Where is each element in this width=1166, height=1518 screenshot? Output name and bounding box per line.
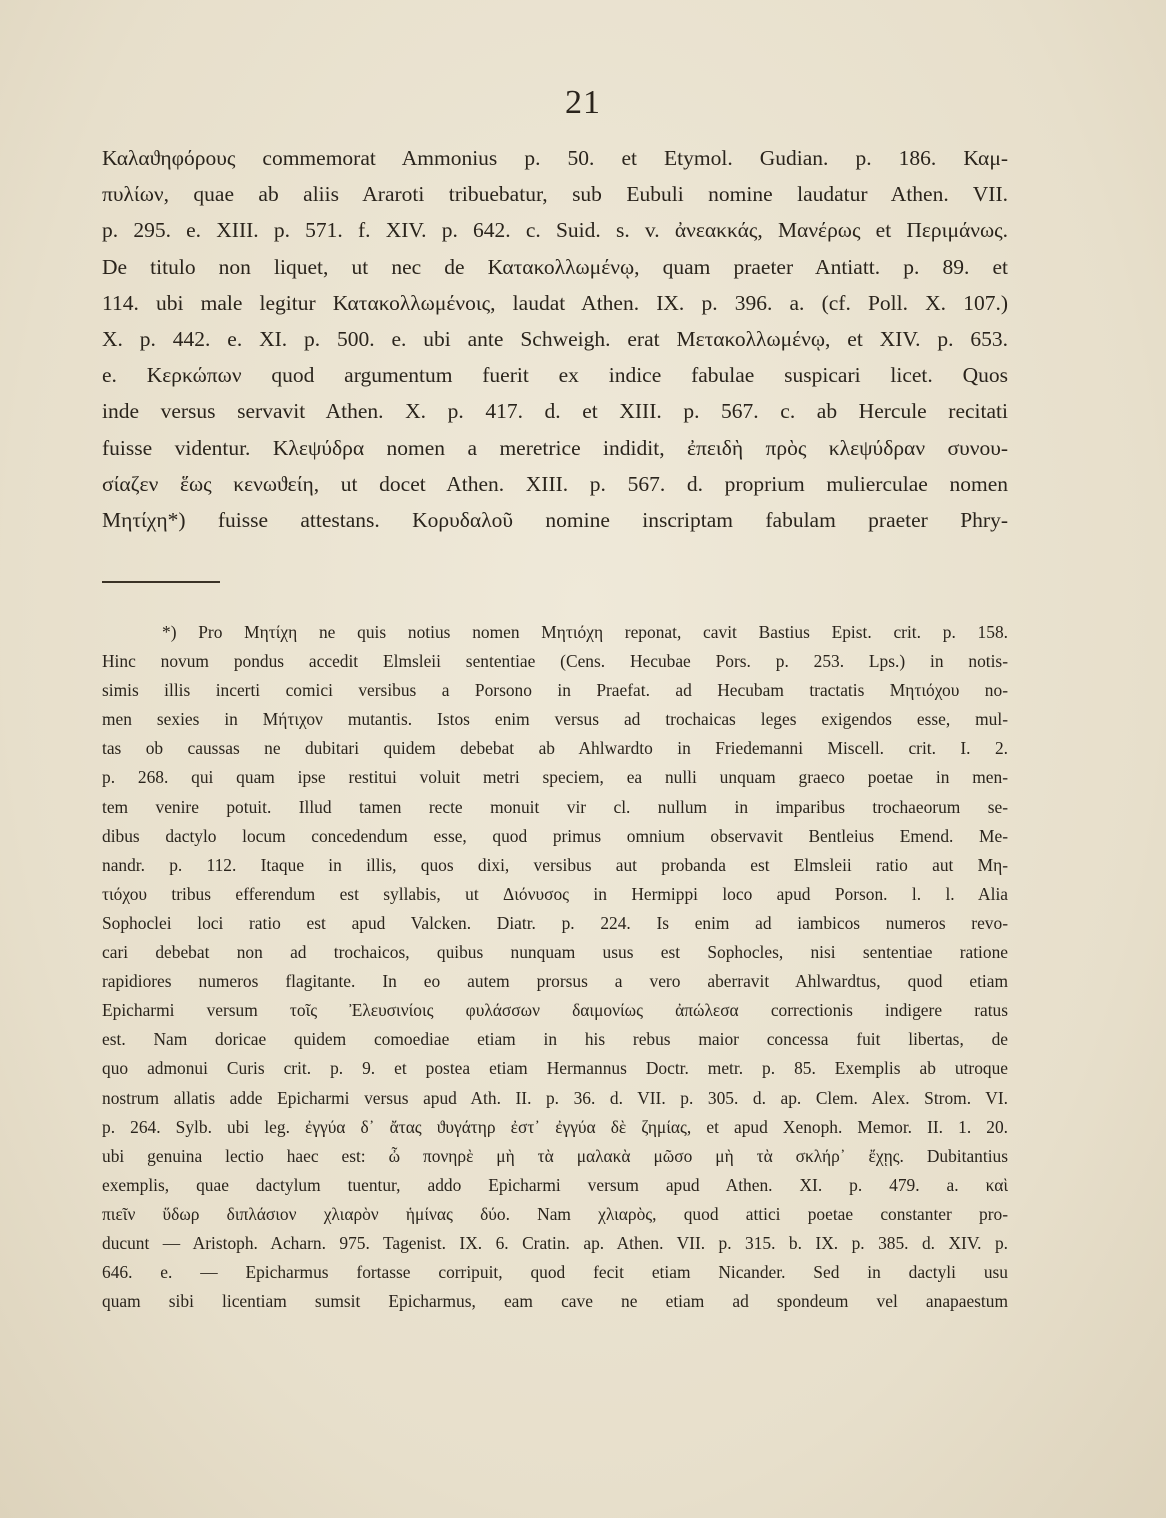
text-line: πυλίων, quae ab aliis Araroti tribuebatur, sub Eubuli nomine laudatur Athen. VII.	[102, 182, 1008, 207]
text-line: inde versus servavit Athen. X. p. 417. d. et XIII. p. 567. c. ab Hercule recitati	[102, 399, 1008, 424]
text-line: Καλαϑηφόρους commemorat Ammonius p. 50. et Etymol. Gudian. p. 186. Καμ-	[102, 146, 1008, 170]
footnote-line: simis illis incerti comici versibus a Porsono in Praefat. ad Hecubam tractatis Μητιόχου no-	[102, 680, 1008, 701]
text-line: fuisse videntur. Κλεψύδρα nomen a meretrice indidit, ἐπειδὴ πρὸς κλεψύδραν συνου-	[102, 435, 1008, 460]
text-line: e. Κερκώπων quod argumentum fuerit ex indice fabulae suspicari licet. Quos	[102, 363, 1008, 388]
text-line: De titulo non liquet, ut nec de Κατακολλωμένῳ, quam praeter Antiatt. p. 89. et	[102, 254, 1008, 279]
footnote-line: Epicharmi versum τοῖς Ἐλευσινίοις φυλάσσων δαιμονίως ἀπώλεσα correctionis indigere ratus	[102, 1000, 1008, 1021]
footnote-line: tas ob caussas ne dubitari quidem debebat ab Ahlwardto in Friedemanni Miscell. crit. I. 2.	[102, 738, 1008, 759]
footnote-line: men sexies in Μήτιχον mutantis. Istos enim versus ad trochaicas leges exigendos esse, mul-	[102, 709, 1008, 730]
footnote-line: p. 264. Sylb. ubi leg. ἐγγύα δ᾽ ἄτας ϑυγάτηρ ἐστ᾽ ἐγγύα δὲ ζημίας, et apud Xenoph. Memor. II. 1. 20.	[102, 1116, 1008, 1137]
footnote-line: Sophoclei loci ratio est apud Valcken. Diatr. p. 224. Is enim ad iambicos numeros revo-	[102, 912, 1008, 933]
footnote-line: πιεῖν ὕδωρ διπλάσιον χλιαρὸν ἡμίνας δύο. Nam χλιαρὸς, quod attici poetae constanter pro-	[102, 1203, 1008, 1224]
footnote-line: exemplis, quae dactylum tuentur, addo Epicharmi versum apud Athen. XI. p. 479. a. καὶ	[102, 1174, 1008, 1195]
footnote	[102, 618, 1008, 1316]
footnote-line: Hinc novum pondus accedit Elmsleii sententiae (Cens. Hecubae Pors. p. 253. Lps.) in notis-	[102, 651, 1008, 672]
main-text	[102, 140, 1008, 538]
footnote-line: ducunt — Aristoph. Acharn. 975. Tagenist. IX. 6. Cratin. ap. Athen. VII. p. 315. b. IX. p. 385. d. XIV. p.	[102, 1232, 1008, 1253]
footnote-line: dibus dactylo locum concedendum esse, quod primus omnium observavit Bentleius Emend. Me-	[102, 825, 1008, 846]
footnote-line: ubi genuina lectio haec est: ὦ πονηρὲ μὴ τὰ μαλακὰ μῶσο μὴ τὰ σκλήρ᾽ ἔχῃς. Dubitantius	[102, 1145, 1008, 1166]
page-number: 21	[565, 84, 601, 121]
footnote-line: rapidiores numeros flagitante. In eo autem prorsus a vero aberravit Ahlwardtus, quod etiam	[102, 971, 1008, 992]
footnote-line: quo admonui Curis crit. p. 9. et postea etiam Hermannus Doctr. metr. p. 85. Exemplis ab utroque	[102, 1058, 1008, 1079]
footnote-line: 646. e. — Epicharmus fortasse corripuit, quod fecit etiam Nicander. Sed in dactyli usu	[102, 1262, 1008, 1283]
footnote-line: est. Nam doricae quidem comoediae etiam in his rebus maior concessa fuit libertas, de	[102, 1029, 1008, 1050]
text-line: p. 295. e. XIII. p. 571. f. XIV. p. 642. c. Suid. s. v. ἀνεακκάς, Μανέρως et Περιμάνως.	[102, 218, 1008, 243]
text-line: Μητίχη*) fuisse attestans. Κορυδαλοῦ nomine inscriptam fabulam praeter Phry-	[102, 508, 1008, 533]
footnote-line: p. 268. qui quam ipse restitui voluit metri speciem, ea nulli unquam graeco poetae in men-	[102, 767, 1008, 788]
footnote-line: tem venire potuit. Illud tamen recte monuit vir cl. nullum in imparibus trochaeorum se-	[102, 796, 1008, 817]
text-line: X. p. 442. e. XI. p. 500. e. ubi ante Schweigh. erat Μετακολλωμένῳ, et XIV. p. 653.	[102, 327, 1008, 352]
footnote-line: nandr. p. 112. Itaque in illis, quos dixi, versibus aut probanda est Elmsleii ratio aut Μη-	[102, 854, 1008, 875]
footnote-line: quam sibi licentiam sumsit Epicharmus, eam cave ne etiam ad spondeum vel anapaestum	[102, 1291, 1008, 1312]
footnote-line: τιόχου tribus efferendum est syllabis, ut Διόνυσος in Hermippi loco apud Porson. l. l. Alia	[102, 883, 1008, 904]
footnote-line: cari debebat non ad trochaicos, quibus nunquam usus est Sophocles, nisi sententiae ratione	[102, 942, 1008, 963]
footnote-line: *) Pro Μητίχη ne quis notius nomen Μητιόχη reponat, cavit Bastius Epist. crit. p. 158.	[162, 622, 1008, 642]
text-line: 114. ubi male legitur Κατακολλωμένοις, laudat Athen. IX. p. 396. a. (cf. Poll. X. 107.)	[102, 290, 1008, 315]
text-line: σίαζεν ἕως κενωϑείη, ut docet Athen. XIII. p. 567. d. proprium mulierculae nomen	[102, 471, 1008, 496]
footnote-separator	[102, 581, 220, 583]
footnote-line: nostrum allatis adde Epicharmi versus apud Ath. II. p. 36. d. VII. p. 305. d. ap. Clem. Alex. Strom. VI.	[102, 1087, 1008, 1108]
